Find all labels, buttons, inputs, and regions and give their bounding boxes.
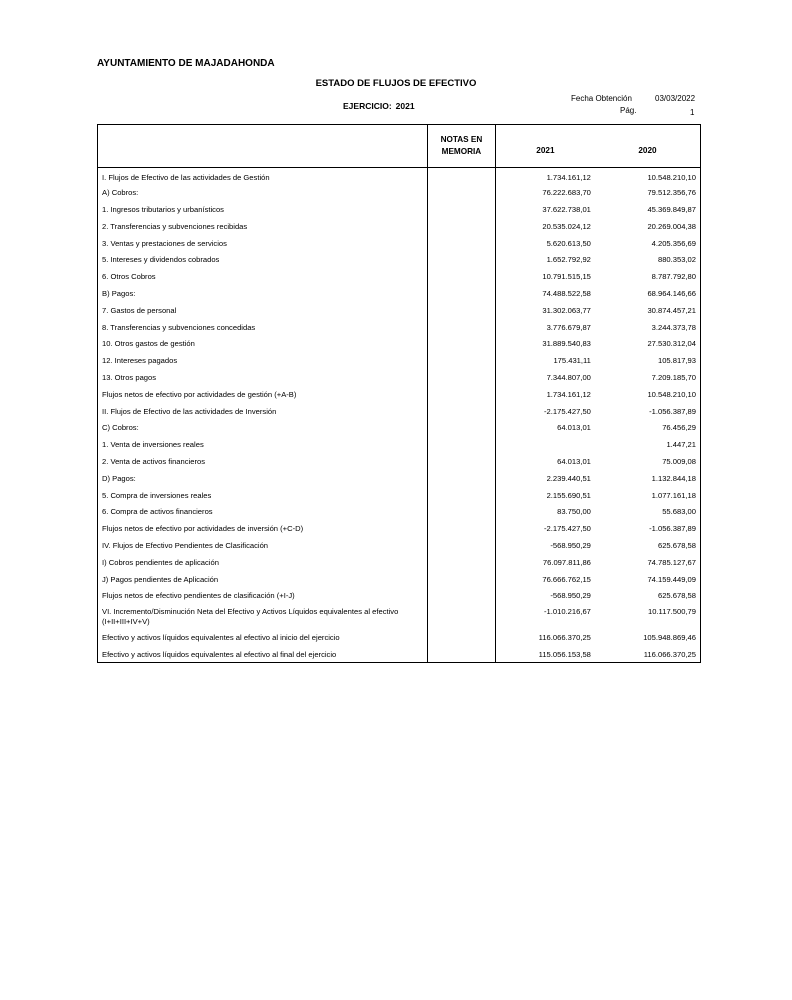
table-row	[98, 571, 701, 588]
row-label: Efectivo y activos líquidos equivalentes al efectivo al final del ejercicio	[102, 649, 337, 659]
row-notas	[427, 285, 495, 302]
report-title: ESTADO DE FLUJOS DE EFECTIVO	[315, 78, 477, 89]
row-value-2021: 1.734.161,12	[546, 172, 591, 182]
row-notas	[427, 319, 495, 336]
row-value-2020: 1.132.844,18	[651, 473, 696, 483]
fecha-obtencion-label: Fecha Obtención	[571, 94, 632, 103]
table-row	[98, 520, 701, 537]
row-label: Flujos netos de efectivo por actividades de gestión (+A-B)	[102, 389, 297, 399]
row-notas	[427, 403, 495, 420]
row-value-2021: 31.302.063,77	[542, 305, 591, 315]
row-notas	[427, 629, 495, 646]
header-notas-line2: MEMORIA	[441, 147, 482, 156]
row-notas	[427, 571, 495, 588]
row-value-2021: 2.239.440,51	[546, 473, 591, 483]
row-notas	[427, 419, 495, 436]
table-row	[98, 319, 701, 336]
ejercicio	[343, 101, 415, 111]
row-label: II. Flujos de Efectivo de las actividades de Inversión	[102, 406, 277, 416]
table-row	[98, 285, 701, 302]
table-row	[98, 386, 701, 403]
row-notas	[427, 470, 495, 487]
table-row	[98, 453, 701, 470]
row-value-2020: 116.066.370,25	[643, 649, 696, 659]
table-row	[98, 629, 701, 646]
row-value-2021: 10.791.515,15	[542, 272, 591, 282]
row-value-2021: -568.950,29	[550, 540, 591, 550]
row-value-2020: 75.009,08	[662, 456, 696, 466]
table-row	[98, 646, 701, 663]
page-number: 1	[690, 108, 695, 117]
table-row	[98, 503, 701, 520]
row-label: A) Cobros:	[102, 188, 139, 198]
row-label: D) Pagos:	[102, 473, 136, 483]
row-value-2021: -568.950,29	[550, 591, 591, 601]
row-value-2021: 83.750,00	[557, 507, 591, 517]
row-value-2020: 625.678,58	[657, 540, 696, 550]
row-label: 10. Otros gastos de gestión	[102, 339, 195, 349]
table-row	[98, 235, 701, 252]
row-value-2021: 74.488.522,58	[542, 288, 591, 298]
row-value-2021: 64.013,01	[557, 456, 591, 466]
table-row	[98, 335, 701, 352]
row-value-2021: 31.889.540,83	[542, 339, 591, 349]
table-row	[98, 487, 701, 504]
row-value-2020: 3.244.373,78	[651, 322, 696, 332]
row-value-2021: 1.652.792,92	[546, 255, 591, 265]
header-notas-line1: NOTAS EN	[440, 135, 483, 144]
row-label: 8. Transferencias y subvenciones concedidas	[102, 322, 256, 332]
fecha-obtencion-value: 03/03/2022	[655, 94, 696, 103]
table-row	[98, 554, 701, 571]
row-value-2021: 64.013,01	[557, 423, 591, 433]
row-value-2020: 1.077.161,18	[651, 490, 696, 500]
row-value-2020: 30.874.457,21	[647, 305, 696, 315]
row-value-2021: 76.097.811,86	[542, 557, 591, 567]
table-row	[98, 352, 701, 369]
table-row	[98, 218, 701, 235]
header-description	[98, 125, 428, 168]
row-label: 2. Transferencias y subvenciones recibidas	[102, 221, 248, 231]
table-row	[98, 537, 701, 554]
row-value-2021: 175.431,11	[553, 356, 591, 366]
row-label: C) Cobros:	[102, 423, 139, 433]
row-value-2020: 10.117.500,79	[648, 607, 696, 617]
row-value-2020: 625.678,58	[657, 591, 696, 601]
row-value-2020: 7.209.185,70	[651, 372, 696, 382]
row-value-2020: 10.548.210,10	[647, 172, 696, 182]
row-label: J) Pagos pendientes de Aplicación	[102, 574, 219, 584]
row-value-2020: 76.456,29	[662, 423, 696, 433]
row-label: 5. Compra de inversiones reales	[102, 490, 212, 500]
row-notas	[427, 604, 495, 629]
row-notas	[427, 436, 495, 453]
row-value-2020: 27.530.312,04	[647, 339, 696, 349]
table-row	[98, 436, 701, 453]
table-header-row	[98, 125, 701, 168]
table-row	[98, 184, 701, 201]
row-notas	[427, 646, 495, 663]
row-label: 7. Gastos de personal	[102, 305, 177, 315]
row-notas	[427, 587, 495, 604]
row-value-2020: 20.269.004,38	[647, 221, 696, 231]
row-value-2021: 7.344.807,00	[546, 372, 591, 382]
table-row	[98, 302, 701, 319]
table-row	[98, 369, 701, 386]
header-year-2021: 2021	[495, 125, 594, 168]
row-value-2020: 105.817,93	[657, 356, 696, 366]
row-value-2020: -1.056.387,89	[649, 524, 696, 534]
row-value-2020: 105.948.869,46	[643, 633, 696, 643]
row-value-2020: 45.369.849,87	[647, 204, 696, 214]
row-label: 6. Compra de activos financieros	[102, 507, 213, 517]
row-value-2021: 115.056.153,58	[538, 649, 591, 659]
row-value-2021: 37.622.738,01	[542, 204, 591, 214]
row-notas	[427, 520, 495, 537]
row-label: I. Flujos de Efectivo de las actividades de Gestión	[102, 172, 270, 182]
row-value-2021: -2.175.427,50	[544, 406, 591, 416]
row-value-2020: 880.353,02	[657, 255, 696, 265]
row-notas	[427, 302, 495, 319]
row-value-2020: 55.683,00	[662, 507, 696, 517]
row-label: 2. Venta de activos financieros	[102, 456, 206, 466]
row-notas	[427, 537, 495, 554]
row-value-2020: 1.447,21	[666, 440, 696, 450]
row-notas	[427, 251, 495, 268]
row-notas	[427, 201, 495, 218]
row-notas	[427, 352, 495, 369]
row-label: 6. Otros Cobros	[102, 272, 156, 282]
row-notas	[427, 268, 495, 285]
table-row	[98, 604, 701, 629]
row-notas	[427, 168, 495, 185]
row-label: 3. Ventas y prestaciones de servicios	[102, 238, 227, 248]
row-value-2021: 116.066.370,25	[538, 633, 591, 643]
row-label: 13. Otros pagos	[102, 372, 157, 382]
row-notas	[427, 369, 495, 386]
row-value-2020: 79.512.356,76	[647, 188, 696, 198]
page-label: Pág.	[620, 106, 637, 115]
row-value-2020: 74.159.449,09	[647, 574, 696, 584]
table-row	[98, 403, 701, 420]
organization-name: AYUNTAMIENTO DE MAJADAHONDA	[97, 58, 275, 69]
row-notas	[427, 487, 495, 504]
ejercicio-value: 2021	[395, 101, 415, 111]
row-value-2021: 2.155.690,51	[546, 490, 591, 500]
row-label: 1. Venta de inversiones reales	[102, 440, 204, 450]
row-label: Flujos netos de efectivo pendientes de clasificación (+I-J)	[102, 591, 295, 601]
row-label: Flujos netos de efectivo por actividades de inversión (+C-D)	[102, 524, 304, 534]
table-row	[98, 168, 701, 185]
row-value-2020: 10.548.210,10	[647, 389, 696, 399]
table-row	[98, 587, 701, 604]
row-value-2021: -2.175.427,50	[544, 524, 591, 534]
row-notas	[427, 235, 495, 252]
table-row	[98, 470, 701, 487]
table-row	[98, 251, 701, 268]
row-label: Efectivo y activos líquidos equivalentes al efectivo al inicio del ejercicio	[102, 633, 340, 643]
table-row	[98, 201, 701, 218]
row-value-2021	[495, 436, 594, 453]
row-value-2020: 8.787.792,80	[651, 272, 696, 282]
ejercicio-label: EJERCICIO:	[343, 101, 392, 111]
row-value-2020: 68.964.146,66	[647, 288, 696, 298]
row-value-2021: 5.620.613,50	[546, 238, 591, 248]
row-notas	[427, 503, 495, 520]
row-notas	[427, 386, 495, 403]
row-label: B) Pagos:	[102, 288, 136, 298]
row-notas	[427, 184, 495, 201]
row-value-2021: 1.734.161,12	[546, 389, 591, 399]
row-value-2021: 76.222.683,70	[542, 188, 591, 198]
row-value-2021: -1.010.216,67	[544, 607, 591, 617]
row-notas	[427, 453, 495, 470]
row-label: 1. Ingresos tributarios y urbanísticos	[102, 204, 224, 214]
row-label: VI. Incremento/Disminución Neta del Efectivo y Activos Líquidos equivalentes al efectivo (I+II+III+IV+V)	[102, 607, 399, 626]
header-year-2020: 2020	[595, 125, 701, 168]
row-value-2020: -1.056.387,89	[649, 406, 696, 416]
row-value-2020: 74.785.127,67	[647, 557, 696, 567]
header-notas	[427, 125, 495, 168]
table-row	[98, 268, 701, 285]
row-notas	[427, 554, 495, 571]
cash-flow-table	[97, 124, 701, 663]
row-value-2021: 3.776.679,87	[546, 322, 591, 332]
row-value-2020: 4.205.356,69	[651, 238, 696, 248]
row-label: IV. Flujos de Efectivo Pendientes de Clasificación	[102, 540, 269, 550]
table-row	[98, 419, 701, 436]
row-value-2021: 20.535.024,12	[542, 221, 591, 231]
row-notas	[427, 218, 495, 235]
row-value-2021: 76.666.762,15	[542, 574, 591, 584]
row-notas	[427, 335, 495, 352]
row-label: 5. Intereses y dividendos cobrados	[102, 255, 220, 265]
row-label: 12. Intereses pagados	[102, 356, 178, 366]
row-label: I) Cobros pendientes de aplicación	[102, 557, 219, 567]
